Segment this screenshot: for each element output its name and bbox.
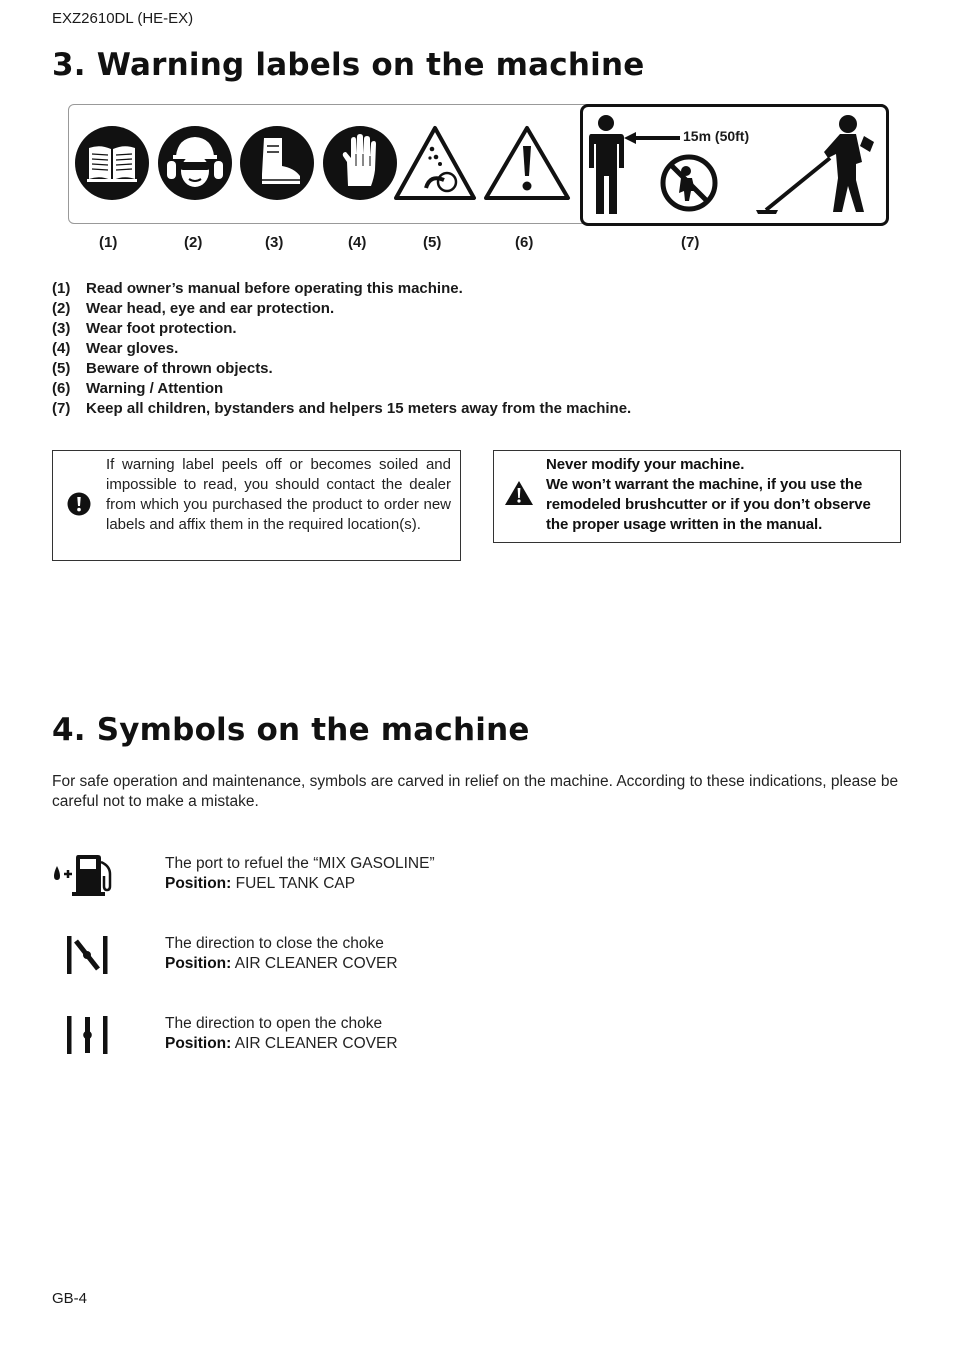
list-item xyxy=(52,299,631,319)
label-number: (2) xyxy=(184,234,203,251)
item-number: (4) xyxy=(52,340,71,357)
item-text: Wear head, eye and ear protection. xyxy=(86,300,335,317)
warning-label-list xyxy=(52,279,631,419)
warning-attention-icon xyxy=(482,124,572,207)
choke-closed-icon xyxy=(66,935,110,980)
position-value: FUEL TANK CAP xyxy=(235,875,356,892)
symbol-position xyxy=(165,954,398,974)
position-label: Position: xyxy=(165,875,232,892)
section-3-title: 3. Warning labels on the machine xyxy=(52,47,645,83)
list-item xyxy=(52,399,631,419)
item-number: (6) xyxy=(52,380,71,397)
gloves-icon xyxy=(323,126,397,200)
list-item xyxy=(52,359,631,379)
warning-note-text xyxy=(546,455,894,535)
item-number: (7) xyxy=(52,400,71,417)
symbol-description xyxy=(165,1014,398,1054)
warning-note-body: We won’t warrant the machine, if you use the remodeled brushcutter or if you don’t observe the proper usage written in the manual. xyxy=(546,476,871,533)
list-item xyxy=(52,279,631,299)
item-text: Beware of thrown objects. xyxy=(86,360,273,377)
item-text: Warning / Attention xyxy=(86,380,224,397)
symbol-desc-text: The direction to open the choke xyxy=(165,1015,383,1032)
symbol-description xyxy=(165,934,398,974)
item-number: (1) xyxy=(52,280,71,297)
symbol-position xyxy=(165,874,435,894)
position-value: AIR CLEANER COVER xyxy=(234,955,398,972)
choke-open-icon xyxy=(66,1015,110,1060)
foot-protection-icon xyxy=(240,126,314,200)
warning-note-title: Never modify your machine. xyxy=(546,456,745,473)
symbol-desc-text: The direction to close the choke xyxy=(165,935,384,952)
label-number: (1) xyxy=(99,234,118,251)
item-text: Wear foot protection. xyxy=(86,320,237,337)
position-value: AIR CLEANER COVER xyxy=(234,1035,398,1052)
item-number: (2) xyxy=(52,300,71,317)
section-4-title: 4. Symbols on the machine xyxy=(52,712,530,748)
exclamation-circle-icon xyxy=(67,492,91,521)
list-item xyxy=(52,379,631,399)
page-number: GB-4 xyxy=(52,1290,88,1307)
warning-triangle-icon xyxy=(504,480,534,511)
bystander-figure-icon xyxy=(586,114,628,221)
label-number: (4) xyxy=(348,234,367,251)
thrown-objects-icon xyxy=(392,124,478,207)
list-item xyxy=(52,339,631,359)
position-label: Position: xyxy=(165,1035,232,1052)
label-number: (7) xyxy=(681,234,700,251)
distance-text: 15m (50ft) xyxy=(683,128,750,144)
label-number: (5) xyxy=(423,234,442,251)
head-eye-ear-protection-icon xyxy=(158,126,232,200)
symbol-position xyxy=(165,1034,398,1054)
section-4-intro: For safe operation and maintenance, symbols are carved in relief on the machine. According to these indications, please be careful not to make a mistake. xyxy=(52,773,899,810)
symbol-description xyxy=(165,854,435,894)
symbol-desc-text: The port to refuel the “MIX GASOLINE” xyxy=(165,855,435,872)
item-text: Read owner’s manual before operating this machine. xyxy=(86,280,463,297)
label-number: (6) xyxy=(515,234,534,251)
label-number: (3) xyxy=(265,234,284,251)
model-code: EXZ2610DL (HE-EX) xyxy=(52,10,194,27)
fuel-pump-icon xyxy=(52,852,116,901)
item-text: Keep all children, bystanders and helpers 15 meters away from the machine. xyxy=(86,400,632,417)
item-text: Wear gloves. xyxy=(86,340,179,357)
info-note-text: If warning label peels off or becomes soiled and impossible to read, you should contact the dealer from which you purchased the product to order new labels and affix them in the required location(s). xyxy=(106,456,451,533)
read-manual-icon xyxy=(75,126,149,200)
position-label: Position: xyxy=(165,955,232,972)
item-number: (3) xyxy=(52,320,71,337)
item-number: (5) xyxy=(52,360,71,377)
no-children-icon xyxy=(659,153,719,218)
list-item xyxy=(52,319,631,339)
distance-arrow-icon xyxy=(624,131,680,149)
operator-brushcutter-icon xyxy=(752,112,882,223)
